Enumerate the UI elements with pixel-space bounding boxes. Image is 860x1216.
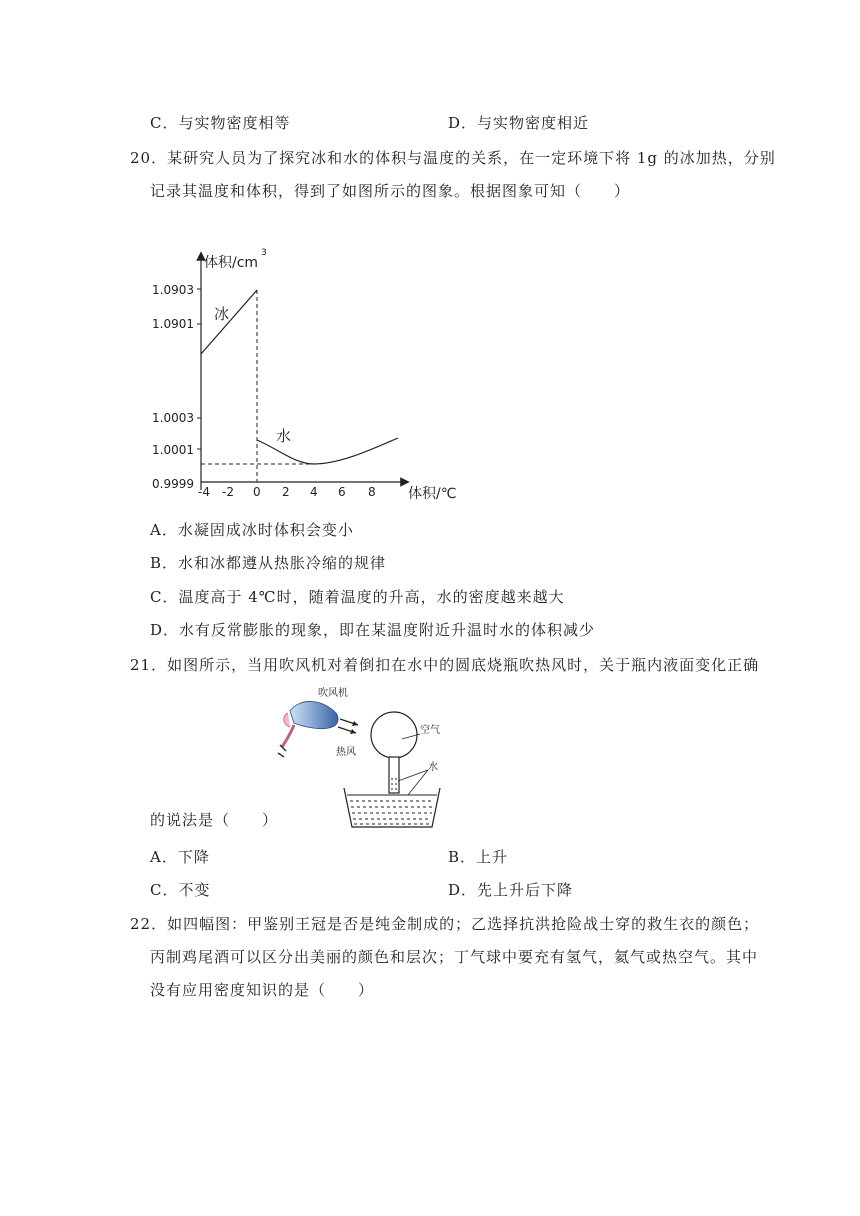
q19-option-d: D．与实物密度相近	[448, 114, 590, 132]
q20-option-d: D．水有反常膨胀的现象，即在某温度附近升温时水的体积减少	[150, 621, 596, 639]
x-tick-label: 6	[338, 485, 346, 499]
q21-option-a: A．下降	[150, 848, 210, 866]
q20-option-c: C．温度高于 4℃时，随着温度的升高，水的密度越来越大	[150, 588, 565, 606]
y-ticks	[197, 289, 201, 449]
volume-temperature-chart	[140, 238, 470, 508]
water-label-fig: 水	[428, 762, 438, 773]
q21-option-c: C．不变	[150, 881, 211, 899]
hot-wind-arrows	[338, 719, 358, 734]
q20-option-a: A．水凝固成冰时体积会变小	[150, 521, 354, 539]
q21-option-d: D．先上升后下降	[448, 881, 574, 899]
dryer-label: 吹风机	[318, 688, 348, 699]
x-axis-label: 体积/℃	[408, 486, 457, 502]
y-axis-label: 体积/cm	[204, 255, 259, 271]
hair-dryer-flask-figure	[268, 683, 448, 833]
q22-stem-line1: 22．如四幅图：甲鉴别王冠是否是纯金制成的；乙选择抗洪抢险战士穿的救生衣的颜色；	[130, 915, 760, 933]
x-tick-label: 8	[368, 485, 376, 499]
y-axis-label-sup: 3	[261, 248, 267, 258]
y-tick-label: 1.0901	[152, 317, 194, 331]
q21-option-b: B．上升	[448, 848, 509, 866]
ice-label: 冰	[214, 305, 230, 323]
y-tick-label: 1.0001	[152, 443, 194, 457]
q20-option-b: B．水和冰都遵从热胀冷缩的规律	[150, 554, 387, 572]
q19-option-c: C．与实物密度相等	[150, 114, 291, 132]
round-bottom-flask	[371, 712, 417, 793]
x-tick-label: -4	[198, 485, 210, 499]
q21-stem-line2: 的说法是（ ）	[150, 811, 279, 829]
x-tick-label: -2	[222, 485, 234, 499]
wind-label: 热风	[336, 747, 356, 758]
air-label: 空气	[420, 725, 440, 736]
q20-stem-line1: 20．某研究人员为了探究冰和水的体积与温度的关系，在一定环境下将 1g 的冰加热，分别	[130, 149, 776, 167]
y-tick-label: 1.0003	[152, 411, 194, 425]
q22-stem-line3: 没有应用密度知识的是（ ）	[150, 981, 375, 999]
x-tick-label: 4	[310, 485, 318, 499]
x-tick-label: 2	[282, 485, 290, 499]
q20-stem-line2: 记录其温度和体积，得到了如图所示的图象。根据图象可知（ ）	[150, 182, 631, 200]
q22-stem-line2: 丙制鸡尾酒可以区分出美丽的颜色和层次；丁气球中要充有氢气，氦气或热空气。其中	[150, 948, 759, 966]
x-tick-label: 0	[253, 485, 261, 499]
water-label: 水	[276, 427, 292, 445]
q21-stem-line1: 21．如图所示，当用吹风机对着倒扣在水中的圆底烧瓶吹热风时，关于瓶内液面变化正确	[130, 656, 760, 674]
y-tick-label: 0.9999	[152, 477, 194, 491]
hair-dryer-icon	[278, 701, 338, 757]
y-tick-label: 1.0903	[152, 283, 194, 297]
